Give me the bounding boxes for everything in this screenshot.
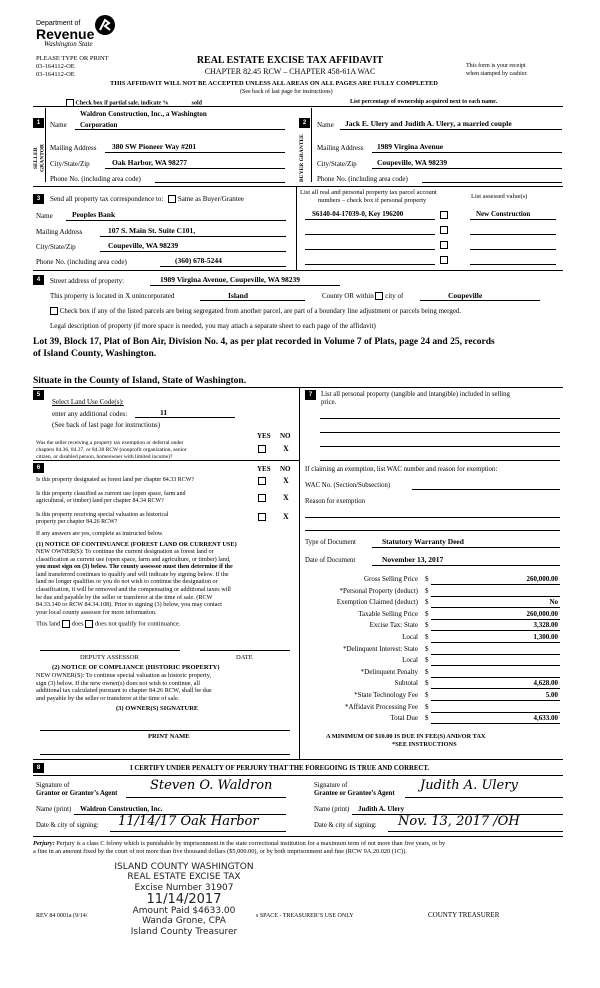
parcel-3-checkbox[interactable] [440, 241, 448, 249]
form-number-2: 03-164112-OE [36, 71, 75, 78]
this-land-label: This land [36, 620, 61, 628]
notice1-line: 84.33.140 or RCW 84.34.108). Prior to signing (3) below, you may contact [36, 601, 222, 609]
calc-label: Local [402, 632, 418, 641]
please-type: PLEASE TYPE OR PRINT [36, 55, 109, 62]
notice2-line: NEW OWNER(S): To continue special valuation as historic property, [36, 672, 212, 679]
exemption-claim: If claiming an exemption, list WAC number and reason for exemption: [305, 466, 498, 473]
segregated-label: Check box if any of the listed parcels are being segregated from another parcel, are part of a boundary line adjustment or parcels being merged. [59, 307, 462, 315]
see-instructions: *SEE INSTRUCTIONS [392, 741, 457, 748]
calc-value: 1,300.00 [533, 632, 558, 641]
calc-currency: $ [425, 575, 429, 583]
tax-city: Coupeville, WA 98239 [108, 241, 179, 250]
stamp-l1: ISLAND COUNTY WASHINGTON [114, 862, 254, 872]
grantor-signature: Steven O. Waldron [150, 778, 273, 793]
notice1-line: land no longer qualifies or you do not wish to continue the designation or [36, 578, 218, 586]
calc-value: No [549, 598, 558, 607]
form-number-1: 03-164112-OE [36, 63, 75, 70]
legal-line-2: of Island County, Washington. [33, 349, 157, 359]
doc-date: November 13, 2017 [382, 555, 444, 564]
calc-label: *Delinquent Penalty [360, 667, 418, 676]
notice1-line: NEW OWNER(S): To continue the current designation as forest land or [36, 548, 214, 555]
notice1-body [36, 548, 233, 616]
q1-yes-checkbox[interactable] [258, 477, 266, 485]
calc-row [305, 644, 560, 656]
parcel-1-checkbox[interactable] [440, 211, 448, 219]
calc-label: Excise Tax: State [369, 621, 418, 630]
seller-name-label: Name [50, 121, 67, 129]
calc-value: 5.00 [545, 690, 558, 699]
street-address: 1989 Virgina Avenue, Coupeville, WA 98239 [160, 275, 300, 284]
calc-label: Exemption Claimed (deduct) [336, 598, 418, 607]
same-as-buyer-checkbox[interactable] [168, 195, 176, 203]
print-name-label: PRINT NAME [148, 733, 190, 740]
calc-value: 4,633.00 [533, 714, 558, 723]
grantee-signature: Judith A. Ulery [420, 778, 518, 793]
calc-currency: $ [425, 679, 429, 688]
sold-label: sold [191, 100, 203, 107]
does-label: does [71, 620, 84, 628]
calc-value: 3,328.00 [533, 621, 558, 630]
calc-currency: $ [425, 690, 429, 699]
calc-currency: $ [425, 586, 429, 595]
notice1-line: land transferred continues to qualify and will indicate by signing below. If the [36, 570, 229, 578]
q2-no-x: X [283, 493, 289, 502]
parcel-1: S6140-04-17039-0, Key 196200 [312, 210, 404, 218]
parcel-head-2: numbers – check box if personal property [318, 197, 427, 204]
dept-line2: Revenue [36, 26, 95, 43]
buyer-city: Coupeville, WA 98239 [377, 158, 448, 167]
tax-corr-label: Send all property tax correspondence to: [50, 195, 164, 203]
calc-row [305, 620, 560, 632]
personal-prop-l1: List all personal property (tangible and intangible) included in selling [321, 391, 510, 398]
tax-name-label: Name [36, 212, 53, 220]
calc-row [305, 586, 560, 598]
partial-sale-label: Check box if partial sale, indicate % [75, 100, 169, 107]
doc-type-label: Type of Document [305, 539, 356, 546]
sec6-q1: Is this property designated as forest land per chapter 84.33 RCW? [36, 477, 195, 483]
calc-label: *Delinquent Interest: State [342, 644, 418, 653]
owner-signature-label: (3) OWNER(S) SIGNATURE [116, 705, 199, 712]
sec5-no: NO [280, 432, 291, 440]
form-title: REAL ESTATE EXCISE TAX AFFIDAVIT [196, 55, 384, 66]
calc-row [305, 690, 560, 702]
county-or-text: County OR within [322, 292, 374, 300]
sec6-no: NO [280, 465, 291, 473]
stamp-l2: REAL ESTATE EXCISE TAX [127, 872, 241, 883]
seller-address-label: Mailing Address [50, 144, 97, 152]
calc-row [305, 574, 560, 586]
stamp-l5: Amount Paid $4633.00 [132, 906, 236, 917]
calc-label: *Personal Property (deduct) [339, 586, 418, 595]
section-3-number: 3 [33, 194, 44, 204]
perjury-line-2: a fine in an amount fixed by the court of not more than five thousand dollars ($5,000.00), or by both imprisonment and fine (RCW 9A.20.020 (1C)). [33, 848, 407, 855]
exempt-no-x: X [283, 444, 289, 453]
section-5-number: 5 [33, 390, 44, 400]
calc-currency: $ [425, 702, 429, 711]
receipt-note-1: This form is your receipt [466, 63, 526, 69]
perjury-line-1: Perjury is a class C felony which is punishable by imprisonment in the state correctional institution for a maximum term of not more than five years, or by [56, 840, 446, 847]
tax-name: Peoples Bank [72, 210, 116, 219]
grantee-date-label: Date & city of signing: [314, 822, 377, 829]
does-not-label: does not qualify for continuance. [94, 620, 181, 628]
city-value: Coupeville [448, 291, 483, 300]
calc-row [305, 702, 560, 714]
doc-type: Statutory Warranty Deed [382, 537, 464, 546]
q2-yes-checkbox[interactable] [258, 494, 266, 502]
dept-line3: Washington State [44, 40, 93, 49]
exempt-yes-checkbox[interactable] [258, 445, 266, 453]
exempt-q-l2: chapters 84.36, 84.37, or 84.38 RCW (nonprofit organization, senior [36, 447, 187, 453]
same-as-buyer-label: Same as Buyer/Grantee [177, 195, 244, 203]
seller-address: 380 SW Pioneer Way #201 [112, 142, 197, 151]
notice2-body [36, 672, 212, 702]
located-label: This property is located in X unincorporated [50, 292, 175, 300]
notice1-line: your local county assessor for more information. [36, 608, 157, 616]
doc-date-label: Date of Document [305, 557, 356, 564]
grantor-date-city: 11/14/17 Oak Harbor [118, 814, 259, 829]
notice1-line: classification as current use (open space, farm and agriculture, or timber) land, [36, 555, 231, 563]
county-treasurer-label: COUNTY TREASURER [428, 911, 500, 919]
see-back-header: (See back of last page for instructions) [240, 89, 333, 95]
notice1-line: be due and payable by the seller or transferor at the time of sale. (RCW [36, 593, 213, 601]
calc-value: 260,000.00 [526, 609, 558, 618]
perjury-l1-row [33, 840, 445, 847]
calc-currency: $ [425, 632, 429, 641]
tax-city-label: City/State/Zip [36, 243, 76, 251]
treasurer-use-only: s SPACE - TREASURER’S USE ONLY [256, 913, 354, 919]
rev-form-no: REV 84 0001a (9/14/ [36, 913, 88, 919]
county-value: Island [228, 291, 249, 300]
calc-row [305, 655, 560, 667]
section-8-number: 8 [33, 763, 44, 773]
buyer-phone-label: Phone No. (including area code) [317, 175, 408, 183]
personal-prop-l2: price. [321, 399, 337, 406]
stamp-l7: Island County Treasurer [130, 926, 238, 937]
seller-name-line1: Waldron Construction, Inc., a Washington [80, 110, 207, 118]
sec6-q2-l1: Is this property classified as current use (open space, farm and [36, 491, 186, 497]
tax-address: 107 S. Main St. Suite C101, [108, 226, 196, 235]
ownership-note: List percentage of ownership acquired next to each name. [350, 99, 498, 105]
q3-yes-checkbox[interactable] [258, 513, 266, 521]
situate-line: Situate in the County of Island, State of Washington. [33, 376, 247, 386]
dor-logo [36, 20, 94, 48]
land-use-code: 11 [160, 408, 168, 417]
calc-currency: $ [425, 598, 429, 607]
does-not-checkbox[interactable] [85, 620, 93, 628]
sec6-q3-l2: property per chapter 84.26 RCW? [36, 519, 118, 525]
buyer-grantee-label: BUYER GRANTEE [299, 134, 305, 182]
sig-grantee-l2: Grantee or Grantee’s Agent [314, 790, 395, 797]
receipt-note-2: when stamped by cashier. [466, 71, 528, 77]
notice1-line: classification, it will be removed and the compensating or additional taxes will [36, 585, 231, 593]
legal-note: Legal description of property (if more space is needed, you may attach a separate sheet to each page of the affidavit) [50, 322, 376, 330]
calc-currency: $ [425, 656, 429, 665]
sig-grantor-l1: Signature of [36, 782, 70, 789]
parcel-4-checkbox[interactable] [440, 256, 448, 264]
grantor-name: Waldron Construction, Inc. [80, 805, 163, 813]
calc-label: *Affidavit Processing Fee [345, 702, 418, 711]
legal-line-1: Lot 39, Block 17, Plat of Bon Air, Division No. 4, as per plat recorded in Volume 7 of Plats, page 24 and 25, records [33, 337, 495, 347]
calc-row [305, 678, 560, 690]
calc-row [305, 667, 560, 679]
sig-grantee-l1: Signature of [314, 782, 348, 789]
calc-label: Taxable Selling Price [358, 609, 418, 618]
does-checkbox[interactable] [62, 620, 70, 628]
exempt-q-l1: Was the seller receiving a property tax exemption or deferral under [36, 440, 184, 446]
grantor-name-label: Name (print) [36, 806, 72, 813]
seller-grantor-label: SELLER GRANTOR [33, 144, 46, 173]
notice2-head: (2) NOTICE OF COMPLIANCE (HISTORIC PROPERTY) [52, 664, 220, 671]
perjury-label: Perjury: [33, 840, 55, 847]
calc-currency: $ [425, 609, 429, 618]
tax-address-label: Mailing Address [36, 228, 83, 236]
notice2-line: sign (3) below. If the new owner(s) does not wish to continue, all [36, 679, 200, 687]
calc-row [305, 632, 560, 644]
sec6-yes: YES [257, 465, 271, 473]
calc-row [305, 713, 560, 725]
city-of-text: city of [385, 292, 404, 300]
sec5-yes: YES [257, 432, 271, 440]
parcel-2-checkbox[interactable] [440, 226, 448, 234]
street-label: Street address of property: [50, 277, 125, 285]
seller-phone-label: Phone No. (including area code) [50, 175, 141, 183]
tax-calculation-table [305, 574, 560, 725]
county-or-label [322, 292, 403, 300]
assessor-date: DATE [236, 654, 253, 661]
notice2-line: additional tax calculated pursuant to chapter 84.26 RCW, shall be due [36, 687, 212, 695]
grantee-name: Judith A. Ulery [358, 805, 405, 813]
stamp-l3: Excise Number 31907 [134, 882, 234, 893]
assessed-head: List assessed value(s) [471, 193, 528, 200]
certify-statement: I CERTIFY UNDER PENALTY OF PERJURY THAT THE FOREGOING IS TRUE AND CORRECT. [130, 765, 430, 772]
calc-value: 260,000.00 [526, 575, 558, 583]
sec6-q3-l1: Is this property receiving special valuation as historical [36, 512, 169, 518]
sig-grantor-l2: Grantor or Grantor’s Agent [36, 790, 118, 797]
calc-label: *State Technology Fee [354, 690, 418, 699]
parcel-head-1: List all real and personal property tax parcel account [300, 189, 437, 196]
calc-label: Subtotal [394, 679, 418, 688]
form-subtitle: CHAPTER 82.45 RCW – CHAPTER 458-61A WAC [204, 67, 376, 76]
buyer-name-label: Name [317, 121, 334, 129]
assessed-1: New Construction [476, 210, 531, 218]
buyer-city-label: City/State/Zip [317, 160, 357, 168]
city-of-checkbox[interactable] [375, 292, 383, 300]
buyer-name: Jack E. Ulery and Judith A. Ulery, a married couple [345, 119, 512, 128]
section-6-number: 6 [33, 463, 44, 473]
stamp-l4: 11/14/2017 [146, 892, 222, 908]
calc-label: Local [402, 656, 418, 665]
calc-currency: $ [425, 644, 429, 653]
wac-label: WAC No. (Section/Subsection) [305, 482, 391, 489]
tax-phone-label: Phone No. (including area code) [36, 258, 127, 266]
select-land-use: Select Land Use Code(s): [52, 398, 124, 406]
seller-city-label: City/State/Zip [50, 160, 90, 168]
section-2-number: 2 [299, 118, 310, 128]
reason-label: Reason for exemption [305, 498, 366, 505]
segregated-row [50, 307, 461, 315]
section-4-number: 4 [33, 275, 44, 285]
additional-codes-label: enter any additional codes: [52, 410, 128, 418]
seller-name-line2: Corporation [80, 121, 118, 129]
calc-row [305, 597, 560, 609]
buyer-address: 1989 Virgina Avenue [377, 142, 444, 151]
calc-currency: $ [425, 667, 429, 676]
calc-label: Gross Selling Price [363, 575, 418, 583]
dor-logo-icon [94, 14, 116, 36]
notice2-line: and payable by the seller or transferor at the time of sale. [36, 694, 180, 702]
grantee-date-city: Nov. 13, 2017 /OH [398, 814, 520, 829]
see-back-5: (See back of last page for instructions) [52, 421, 161, 429]
tax-phone: (360) 678-5244 [175, 256, 222, 265]
q1-no-x: X [283, 476, 289, 485]
exempt-q-l3: citizen, or disabled person, homeowner with limited income)? [36, 454, 173, 460]
grantor-date-label: Date & city of signing: [36, 822, 99, 829]
grantee-name-label: Name (print) [314, 806, 350, 813]
calc-label: Total Due [390, 714, 418, 723]
calc-row [305, 609, 560, 621]
section-1-number: 1 [33, 118, 44, 128]
treasurer-stamp [98, 862, 270, 937]
calc-value: 4,628.00 [533, 679, 558, 688]
minimum-due: A MINIMUM OF $10.00 IS DUE IN FEE(S) AND/OR TAX [326, 733, 486, 740]
calc-currency: $ [425, 621, 429, 630]
deputy-assessor: DEPUTY ASSESSOR [80, 654, 139, 661]
section-7-number: 7 [305, 390, 316, 400]
seller-city: Oak Harbor, WA 98277 [112, 158, 188, 167]
if-yes-note: If any answers are yes, complete as instructed below. [36, 531, 164, 537]
warning-text: THIS AFFIDAVIT WILL NOT BE ACCEPTED UNLESS ALL AREAS ON ALL PAGES ARE FULLY COMPLETED [110, 80, 438, 87]
dept-line1: Department of [36, 20, 81, 27]
tax-corr-row [50, 195, 244, 203]
segregated-checkbox[interactable] [50, 307, 58, 315]
this-land-row [36, 620, 181, 628]
q3-no-x: X [283, 512, 289, 521]
stamp-l6: Wanda Grone, CPA [142, 916, 226, 927]
calc-currency: $ [425, 714, 429, 723]
notice1-line: you must sign on (3) below. The county assessor must then determine if the [36, 563, 233, 571]
sec6-q2-l2: agricultural, or timber) land per chapter 84.34 RCW? [36, 498, 164, 504]
notice1-head: (1) NOTICE OF CONTINUANCE (FOREST LAND OR CURRENT USE) [36, 541, 237, 548]
buyer-address-label: Mailing Address [317, 144, 364, 152]
